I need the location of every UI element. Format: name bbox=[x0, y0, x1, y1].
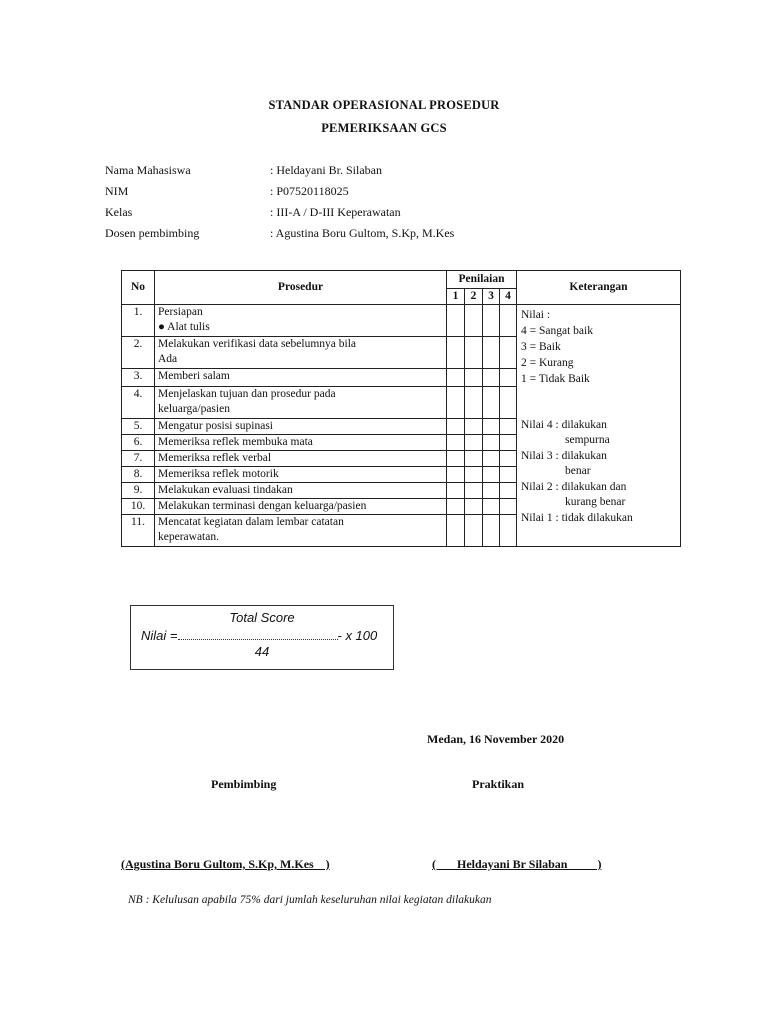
score-cell-1[interactable] bbox=[447, 305, 465, 337]
score-cell-3[interactable] bbox=[483, 451, 500, 467]
nilai-heading: Nilai : bbox=[521, 309, 551, 321]
score-cell-4[interactable] bbox=[500, 451, 517, 467]
row-number: 2. bbox=[122, 337, 155, 369]
score-cell-4[interactable] bbox=[500, 483, 517, 499]
score-cell-2[interactable] bbox=[465, 483, 483, 499]
document-title: STANDAR OPERASIONAL PROSEDUR bbox=[268, 98, 500, 112]
score-cell-1[interactable] bbox=[447, 499, 465, 515]
score-cell-1[interactable] bbox=[447, 387, 465, 419]
row-number: 5. bbox=[122, 419, 155, 435]
info-value-kelas: : III-A / D-III Keperawatan bbox=[270, 205, 401, 219]
row-procedure: Memeriksa reflek membuka mata bbox=[155, 435, 447, 451]
info-label-nim: NIM bbox=[105, 184, 129, 198]
score-cell-3[interactable] bbox=[483, 515, 500, 547]
row-number: 3. bbox=[122, 369, 155, 387]
header-score-1: 1 bbox=[447, 289, 465, 305]
row-number: 10. bbox=[122, 499, 155, 515]
row-number: 4. bbox=[122, 387, 155, 419]
row-number: 11. bbox=[122, 515, 155, 547]
score-cell-3[interactable] bbox=[483, 419, 500, 435]
nilai-description: Nilai 4 : dilakukan bbox=[521, 419, 607, 431]
nilai-description: Nilai 2 : dilakukan dan bbox=[521, 481, 627, 493]
info-label-kelas: Kelas bbox=[105, 205, 133, 219]
score-cell-1[interactable] bbox=[447, 483, 465, 499]
score-cell-1[interactable] bbox=[447, 337, 465, 369]
score-cell-2[interactable] bbox=[465, 451, 483, 467]
score-cell-2[interactable] bbox=[465, 387, 483, 419]
score-cell-3[interactable] bbox=[483, 337, 500, 369]
row-procedure: Melakukan terminasi dengan keluarga/pasien bbox=[155, 499, 447, 515]
nilai-description: Nilai 3 : dilakukan bbox=[521, 450, 607, 462]
row-procedure: Memeriksa reflek verbal bbox=[155, 451, 447, 467]
info-value-nama: : Heldayani Br. Silaban bbox=[270, 163, 382, 177]
score-cell-1[interactable] bbox=[447, 419, 465, 435]
header-keterangan: Keterangan bbox=[517, 271, 681, 305]
nilai-scale-item: 2 = Kurang bbox=[521, 357, 574, 369]
nilai-description-cont: benar bbox=[565, 465, 591, 477]
score-cell-4[interactable] bbox=[500, 499, 517, 515]
score-cell-1[interactable] bbox=[447, 435, 465, 451]
score-cell-4[interactable] bbox=[500, 387, 517, 419]
row-procedure: Melakukan verifikasi data sebelumnya bila Ada bbox=[155, 337, 447, 369]
score-denominator: 44 bbox=[254, 644, 270, 659]
info-label-dosen: Dosen pembimbing bbox=[105, 226, 200, 240]
row-procedure: Mengatur posisi supinasi bbox=[155, 419, 447, 435]
score-cell-3[interactable] bbox=[483, 467, 500, 483]
score-cell-3[interactable] bbox=[483, 387, 500, 419]
row-procedure: Memeriksa reflek motorik bbox=[155, 467, 447, 483]
info-value-nim: : P07520118025 bbox=[270, 184, 349, 198]
nilai-scale-item: 3 = Baik bbox=[521, 341, 561, 353]
footnote-nb: NB : Kelulusan apabila 75% dari jumlah keseluruhan nilai kegiatan dilakukan bbox=[128, 894, 492, 906]
row-number: 6. bbox=[122, 435, 155, 451]
praktikan-signature-name: ( Heldayani Br Silaban ) bbox=[432, 857, 602, 871]
score-suffix: - x 100 bbox=[337, 628, 378, 643]
info-label-nama: Nama Mahasiswa bbox=[105, 163, 191, 177]
score-cell-1[interactable] bbox=[447, 515, 465, 547]
score-cell-4[interactable] bbox=[500, 337, 517, 369]
nilai-description-cont: kurang benar bbox=[565, 496, 626, 508]
row-procedure: Memberi salam bbox=[155, 369, 447, 387]
nilai-scale-item: 4 = Sangat baik bbox=[521, 325, 593, 337]
spacer bbox=[521, 387, 676, 417]
score-cell-1[interactable] bbox=[447, 467, 465, 483]
keterangan-cell bbox=[517, 305, 681, 547]
score-cell-2[interactable] bbox=[465, 337, 483, 369]
document-subtitle: PEMERIKSAAN GCS bbox=[321, 121, 447, 135]
header-penilaian: Penilaian bbox=[447, 271, 517, 289]
row-procedure: Mencatat kegiatan dalam lembar catatan keperawatan. bbox=[155, 515, 447, 547]
score-cell-2[interactable] bbox=[465, 499, 483, 515]
row-number: 7. bbox=[122, 451, 155, 467]
score-cell-3[interactable] bbox=[483, 305, 500, 337]
nilai-scale-item: 1 = Tidak Baik bbox=[521, 373, 590, 385]
score-cell-4[interactable] bbox=[500, 467, 517, 483]
score-cell-2[interactable] bbox=[465, 419, 483, 435]
pembimbing-signature-name: (Agustina Boru Gultom, S.Kp, M.Kes ) bbox=[121, 857, 330, 871]
score-cell-3[interactable] bbox=[483, 499, 500, 515]
score-cell-3[interactable] bbox=[483, 483, 500, 499]
row-number: 8. bbox=[122, 467, 155, 483]
header-score-3: 3 bbox=[483, 289, 500, 305]
score-cell-4[interactable] bbox=[500, 435, 517, 451]
pembimbing-label: Pembimbing bbox=[211, 777, 277, 791]
score-cell-4[interactable] bbox=[500, 515, 517, 547]
place-date: Medan, 16 November 2020 bbox=[427, 732, 565, 746]
score-cell-1[interactable] bbox=[447, 369, 465, 387]
info-value-dosen: : Agustina Boru Gultom, S.Kp, M.Kes bbox=[270, 226, 455, 240]
score-cell-2[interactable] bbox=[465, 305, 483, 337]
row-procedure: Melakukan evaluasi tindakan bbox=[155, 483, 447, 499]
header-score-4: 4 bbox=[500, 289, 517, 305]
header-prosedur: Prosedur bbox=[155, 271, 447, 305]
procedure-table bbox=[121, 270, 681, 547]
score-cell-4[interactable] bbox=[500, 419, 517, 435]
score-cell-2[interactable] bbox=[465, 467, 483, 483]
score-prefix: Nilai = bbox=[141, 628, 178, 643]
table-row bbox=[122, 305, 681, 337]
row-procedure: Persiapan ● Alat tulis bbox=[155, 305, 447, 337]
score-cell-4[interactable] bbox=[500, 369, 517, 387]
fraction-line bbox=[178, 629, 338, 640]
nilai-description-cont: sempurna bbox=[565, 434, 610, 446]
row-procedure: Menjelaskan tujuan dan prosedur pada keluarga/pasien bbox=[155, 387, 447, 419]
row-number: 1. bbox=[122, 305, 155, 337]
score-cell-3[interactable] bbox=[483, 369, 500, 387]
score-cell-2[interactable] bbox=[465, 435, 483, 451]
score-formula-line bbox=[141, 628, 377, 643]
score-cell-2[interactable] bbox=[465, 515, 483, 547]
row-number: 9. bbox=[122, 483, 155, 499]
score-cell-3[interactable] bbox=[483, 435, 500, 451]
praktikan-label: Praktikan bbox=[472, 777, 525, 791]
score-cell-2[interactable] bbox=[465, 369, 483, 387]
header-no: No bbox=[122, 271, 155, 305]
score-numerator: Total Score bbox=[229, 610, 295, 625]
nilai-description: Nilai 1 : tidak dilakukan bbox=[521, 512, 633, 524]
score-formula-box bbox=[130, 605, 394, 670]
score-cell-1[interactable] bbox=[447, 451, 465, 467]
header-score-2: 2 bbox=[465, 289, 483, 305]
score-cell-4[interactable] bbox=[500, 305, 517, 337]
